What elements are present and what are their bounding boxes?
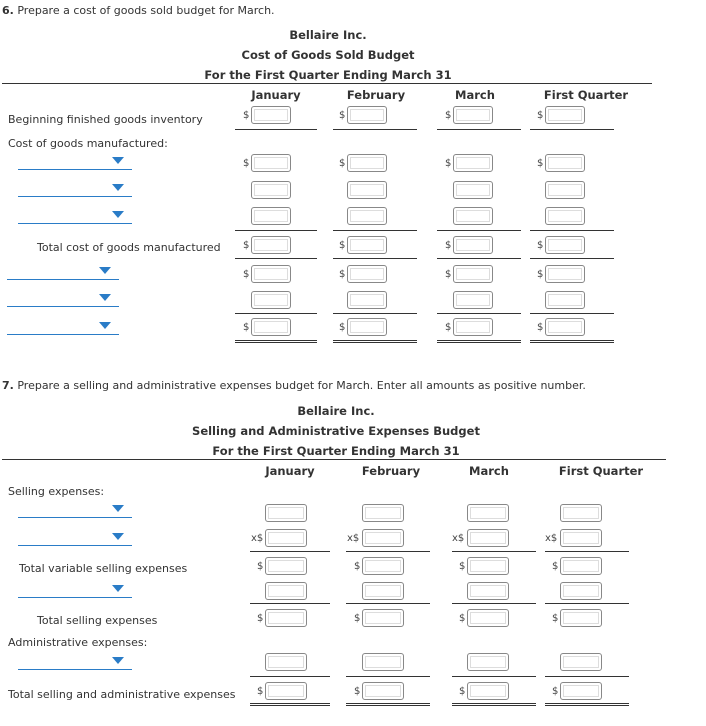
q6-instruction-text: Prepare a cost of goods sold budget for March. xyxy=(17,4,275,17)
q6-cogm1-mar-input[interactable] xyxy=(453,154,493,172)
q7-sell3-q1-input[interactable] xyxy=(560,582,602,600)
q6-beginning-underline xyxy=(235,129,317,130)
q6-beginning-feb-input[interactable] xyxy=(347,106,387,124)
q7-sell3-underline xyxy=(545,603,629,604)
q7-admin-jan-input[interactable] xyxy=(265,653,307,671)
dollar-sign: $ xyxy=(243,158,250,169)
q6-double-underline xyxy=(530,342,614,343)
q7-sell3-underline xyxy=(250,603,330,604)
q7-total-sa-q1-input[interactable] xyxy=(560,682,602,700)
q7-sell-underline xyxy=(346,551,430,552)
q7-instruction xyxy=(2,379,586,392)
q6-cogm1-jan-input[interactable] xyxy=(251,154,291,172)
dollar-sign: $ xyxy=(537,158,544,169)
q6-row5-underline xyxy=(437,313,521,314)
q6-total-cogm-mar-input[interactable] xyxy=(453,236,493,254)
q6-row6-q1-input[interactable] xyxy=(545,318,585,336)
q6-beginning-mar-input[interactable] xyxy=(453,106,493,124)
q7-sell1-jan-input[interactable] xyxy=(265,504,307,522)
q6-total-cogm-underline xyxy=(333,258,417,259)
dollar-sign: $ xyxy=(537,322,544,333)
q6-cogm-underline xyxy=(530,230,614,231)
q7-total-sa-jan-input[interactable] xyxy=(265,682,307,700)
times-dollar-sign: x$ xyxy=(347,533,360,544)
q6-cogm2-jan-input[interactable] xyxy=(251,181,291,199)
q7-sell2-feb-input[interactable] xyxy=(362,529,404,547)
q6-total-cogm-feb-input[interactable] xyxy=(347,236,387,254)
q7-sell2-jan-input[interactable] xyxy=(265,529,307,547)
dollar-sign: $ xyxy=(339,110,346,121)
q6-row6-feb-input[interactable] xyxy=(347,318,387,336)
dollar-sign: $ xyxy=(339,269,346,280)
dollar-sign: $ xyxy=(537,240,544,251)
dollar-sign: $ xyxy=(243,110,250,121)
dollar-sign: $ xyxy=(552,613,559,624)
q7-period: For the First Quarter Ending March 31 xyxy=(212,444,460,458)
q6-row5-mar-input[interactable] xyxy=(453,291,493,309)
q7-sell3-jan-input[interactable] xyxy=(265,582,307,600)
q7-total-var-jan-input[interactable] xyxy=(265,557,307,575)
q6-row4-q1-input[interactable] xyxy=(545,265,585,283)
q6-beginning-q1-input[interactable] xyxy=(545,106,585,124)
q7-col-january: January xyxy=(265,464,315,478)
q7-double-underline xyxy=(452,703,536,704)
q6-beginning-label: Beginning finished goods inventory xyxy=(8,113,203,126)
q6-row5-q1-input[interactable] xyxy=(545,291,585,309)
chevron-down-icon xyxy=(112,533,124,540)
q7-admin-underline xyxy=(452,676,536,677)
q6-col-first-quarter: First Quarter xyxy=(543,88,629,102)
q7-sell3-underline xyxy=(346,603,430,604)
q7-admin-underline xyxy=(545,676,629,677)
q6-total-cogm-label: Total cost of goods manufactured xyxy=(37,241,221,254)
q7-total-sa-mar-input[interactable] xyxy=(467,682,509,700)
dollar-sign: $ xyxy=(445,110,452,121)
q7-total-var-label: Total variable selling expenses xyxy=(19,562,188,575)
q6-double-underline xyxy=(530,340,614,341)
q6-total-cogm-underline xyxy=(235,258,317,259)
q7-double-underline xyxy=(545,705,629,706)
q7-double-underline xyxy=(346,703,430,704)
chevron-down-icon xyxy=(112,184,124,191)
q6-header-rule xyxy=(2,83,652,84)
q6-beginning-underline xyxy=(530,129,614,130)
q6-total-cogm-underline xyxy=(437,258,521,259)
q6-number: 6. xyxy=(2,4,14,17)
q6-cogm1-feb-input[interactable] xyxy=(347,154,387,172)
q7-sell1-q1-input[interactable] xyxy=(560,504,602,522)
q6-beginning-underline xyxy=(437,129,521,130)
q6-row6-jan-input[interactable] xyxy=(251,318,291,336)
dollar-sign: $ xyxy=(459,613,466,624)
q6-cogm2-feb-input[interactable] xyxy=(347,181,387,199)
q7-company: Bellaire Inc. xyxy=(297,404,375,418)
chevron-down-icon xyxy=(112,157,124,164)
q7-sell-underline xyxy=(250,551,330,552)
chevron-down-icon xyxy=(99,322,111,329)
q6-title: Cost of Goods Sold Budget xyxy=(241,48,415,62)
chevron-down-icon xyxy=(99,267,111,274)
q6-cogm-dropdown-1[interactable] xyxy=(18,155,132,170)
q7-double-underline xyxy=(250,705,330,706)
q6-cogm-label: Cost of goods manufactured: xyxy=(8,137,168,150)
q6-beginning-jan-input[interactable] xyxy=(251,106,291,124)
q7-col-first-quarter: First Quarter xyxy=(558,464,644,478)
q7-admin-dropdown[interactable] xyxy=(18,655,132,670)
q7-sell1-mar-input[interactable] xyxy=(467,504,509,522)
q7-admin-underline xyxy=(250,676,330,677)
dollar-sign: $ xyxy=(354,613,361,624)
q6-row5-underline xyxy=(333,313,417,314)
q6-dropdown-4[interactable] xyxy=(7,265,119,280)
times-dollar-sign: x$ xyxy=(452,533,465,544)
times-dollar-sign: x$ xyxy=(251,533,264,544)
dollar-sign: $ xyxy=(445,240,452,251)
q7-double-underline xyxy=(250,703,330,704)
chevron-down-icon xyxy=(112,211,124,218)
q6-col-january: January xyxy=(251,88,301,102)
chevron-down-icon xyxy=(112,505,124,512)
q6-double-underline xyxy=(333,340,417,341)
q6-col-february: February xyxy=(346,88,406,102)
q6-cogm2-q1-input[interactable] xyxy=(545,181,585,199)
q7-admin-mar-input[interactable] xyxy=(467,653,509,671)
q6-cogm3-feb-input[interactable] xyxy=(347,207,387,225)
q6-cogm-dropdown-2[interactable] xyxy=(18,182,132,197)
q6-row4-mar-input[interactable] xyxy=(453,265,493,283)
dollar-sign: $ xyxy=(243,240,250,251)
q7-selling-label: Selling expenses: xyxy=(8,485,105,498)
q7-admin-feb-input[interactable] xyxy=(362,653,404,671)
q6-cogm2-mar-input[interactable] xyxy=(453,181,493,199)
q6-total-cogm-underline xyxy=(530,258,614,259)
q6-row4-feb-input[interactable] xyxy=(347,265,387,283)
q6-company: Bellaire Inc. xyxy=(289,28,367,42)
q6-cogm1-q1-input[interactable] xyxy=(545,154,585,172)
q6-cogm3-mar-input[interactable] xyxy=(453,207,493,225)
q6-row5-feb-input[interactable] xyxy=(347,291,387,309)
q7-admin-q1-input[interactable] xyxy=(560,653,602,671)
dollar-sign: $ xyxy=(339,322,346,333)
q6-double-underline xyxy=(437,340,521,341)
chevron-down-icon xyxy=(112,657,124,664)
dollar-sign: $ xyxy=(257,561,264,572)
q7-total-selling-jan-input[interactable] xyxy=(265,609,307,627)
chevron-down-icon xyxy=(99,294,111,301)
q6-cogm-underline xyxy=(333,230,417,231)
q7-sell3-underline xyxy=(452,603,536,604)
dollar-sign: $ xyxy=(339,158,346,169)
dollar-sign: $ xyxy=(537,269,544,280)
dollar-sign: $ xyxy=(243,269,250,280)
q6-row6-mar-input[interactable] xyxy=(453,318,493,336)
dollar-sign: $ xyxy=(257,613,264,624)
q6-dropdown-5[interactable] xyxy=(7,292,119,307)
q7-double-underline xyxy=(545,703,629,704)
q6-cogm3-jan-input[interactable] xyxy=(251,207,291,225)
dollar-sign: $ xyxy=(257,686,264,697)
q7-header-rule xyxy=(2,459,666,460)
times-dollar-sign: x$ xyxy=(545,533,558,544)
q7-total-var-q1-input[interactable] xyxy=(560,557,602,575)
q7-selling-dropdown-1[interactable] xyxy=(18,503,132,518)
dollar-sign: $ xyxy=(459,686,466,697)
dollar-sign: $ xyxy=(354,561,361,572)
q7-total-selling-label: Total selling expenses xyxy=(37,614,158,627)
q6-row4-jan-input[interactable] xyxy=(251,265,291,283)
dollar-sign: $ xyxy=(354,686,361,697)
q7-admin-label: Administrative expenses: xyxy=(8,636,148,649)
q6-row5-underline xyxy=(235,313,317,314)
q7-total-sa-feb-input[interactable] xyxy=(362,682,404,700)
q6-total-cogm-jan-input[interactable] xyxy=(251,236,291,254)
q6-double-underline xyxy=(437,342,521,343)
dollar-sign: $ xyxy=(339,240,346,251)
q7-sell-underline xyxy=(452,551,536,552)
q6-col-march: March xyxy=(455,88,495,102)
q7-title: Selling and Administrative Expenses Budget xyxy=(192,424,480,438)
dollar-sign: $ xyxy=(552,686,559,697)
q7-selling-dropdown-2[interactable] xyxy=(18,531,132,546)
q7-total-selling-mar-input[interactable] xyxy=(467,609,509,627)
dollar-sign: $ xyxy=(445,158,452,169)
q7-sell3-mar-input[interactable] xyxy=(467,582,509,600)
q6-cogm-underline xyxy=(235,230,317,231)
q7-sell3-feb-input[interactable] xyxy=(362,582,404,600)
dollar-sign: $ xyxy=(445,269,452,280)
q6-double-underline xyxy=(235,342,317,343)
q7-selling-dropdown-3[interactable] xyxy=(18,583,132,598)
q6-beginning-underline xyxy=(333,129,417,130)
q6-double-underline xyxy=(333,342,417,343)
q7-total-selling-q1-input[interactable] xyxy=(560,609,602,627)
q6-period: For the First Quarter Ending March 31 xyxy=(204,68,452,82)
dollar-sign: $ xyxy=(445,322,452,333)
q6-cogm3-q1-input[interactable] xyxy=(545,207,585,225)
q6-double-underline xyxy=(235,340,317,341)
q7-admin-underline xyxy=(346,676,430,677)
q6-instruction xyxy=(2,4,275,17)
q7-total-var-mar-input[interactable] xyxy=(467,557,509,575)
q7-total-sa-label: Total selling and administrative expenses xyxy=(8,688,236,701)
q7-total-var-feb-input[interactable] xyxy=(362,557,404,575)
q7-col-february: February xyxy=(361,464,421,478)
q7-sell2-q1-input[interactable] xyxy=(560,529,602,547)
q7-sell1-feb-input[interactable] xyxy=(362,504,404,522)
dollar-sign: $ xyxy=(243,322,250,333)
q7-sell-underline xyxy=(545,551,629,552)
q7-instruction-text: Prepare a selling and administrative expenses budget for March. Enter all amounts as positive number. xyxy=(17,379,586,392)
dollar-sign: $ xyxy=(459,561,466,572)
q7-number: 7. xyxy=(2,379,14,392)
q6-total-cogm-q1-input[interactable] xyxy=(545,236,585,254)
q7-col-march: March xyxy=(469,464,509,478)
dollar-sign: $ xyxy=(537,110,544,121)
q6-row5-jan-input[interactable] xyxy=(251,291,291,309)
q6-dropdown-6[interactable] xyxy=(7,320,119,335)
q7-total-selling-feb-input[interactable] xyxy=(362,609,404,627)
q7-double-underline xyxy=(346,705,430,706)
chevron-down-icon xyxy=(112,585,124,592)
q7-sell2-mar-input[interactable] xyxy=(467,529,509,547)
q6-cogm-underline xyxy=(437,230,521,231)
dollar-sign: $ xyxy=(552,561,559,572)
q7-double-underline xyxy=(452,705,536,706)
q6-row5-underline xyxy=(530,313,614,314)
q6-cogm-dropdown-3[interactable] xyxy=(18,209,132,224)
